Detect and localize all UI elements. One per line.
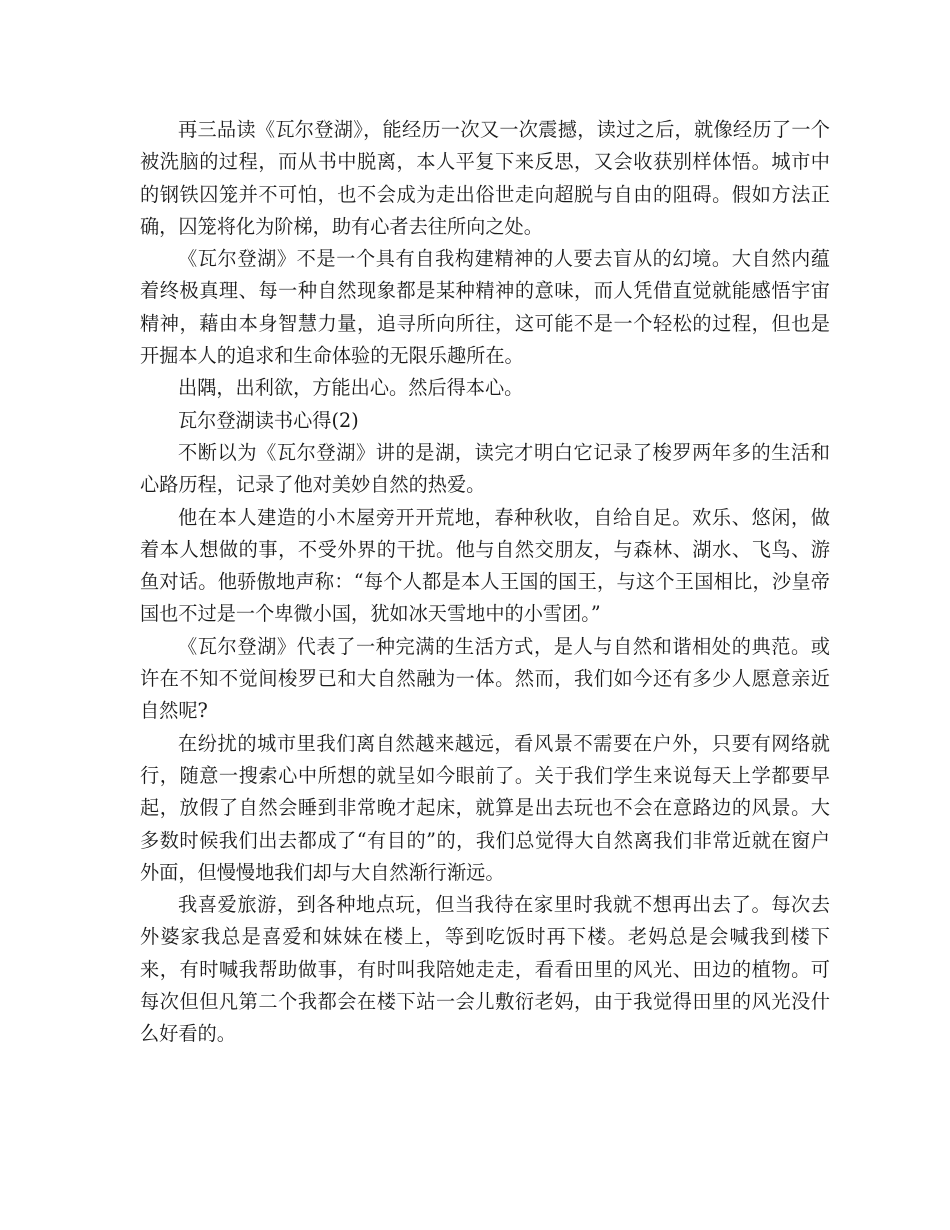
paragraph: 在纷扰的城市里我们离自然越来越远，看风景不需要在户外，只要有网络就行，随意一搜索心中所想的就呈如今眼前了。关于我们学生来说每天上学都要早起，放假了自然会睡到非常晚才起床，就算是出去玩也不会在意路边的风景。大多数时候我们出去都成了“有目的”的，我们总觉得大自然离我们非常近就在窗户外面，但慢慢地我们却与大自然渐行渐远。 xyxy=(140,731,830,884)
paragraph: 《瓦尔登湖》不是一个具有自我构建精神的人要去盲从的幻境。大自然内蕴着终极真理、每一种自然现象都是某种精神的意味，而人凭借直觉就能感悟宇宙精神，藉由本身智慧力量，追寻所向所往，这可能不是一个轻松的过程，但也是开掘本人的追求和生命体验的无限乐趣所在。 xyxy=(140,247,830,368)
paragraph: 再三品读《瓦尔登湖》，能经历一次又一次震撼，读过之后，就像经历了一个被洗脑的过程，而从书中脱离，本人平复下来反思，又会收获别样体悟。城市中的钢铁囚笼并不可怕，也不会成为走出俗世走向超脱与自由的阻碍。假如方法正确，囚笼将化为阶梯，助有心者去往所向之处。 xyxy=(140,118,830,238)
paragraph: 我喜爱旅游，到各种地点玩，但当我待在家里时我就不想再出去了。每次去外婆家我总是喜爱和妹妹在楼上，等到吃饭时再下楼。老妈总是会喊我到楼下来，有时喊我帮助做事，有时叫我陪她走走，看看田里的风光、田边的植物。可每次但但凡第二个我都会在楼下站一会儿敷衍老妈，由于我觉得田里的风光没什么好看的。 xyxy=(140,893,830,1046)
document-body xyxy=(140,114,830,1051)
paragraph: 《瓦尔登湖》代表了一种完满的生活方式，是人与自然和谐相处的典范。或许在不知不觉间梭罗已和大自然融为一体。然而，我们如今还有多少人愿意亲近自然呢? xyxy=(140,634,830,723)
paragraph: 他在本人建造的小木屋旁开开荒地，春种秋收，自给自足。欢乐、悠闲，做着本人想做的事，不受外界的干扰。他与自然交朋友，与森林、湖水、飞鸟、游鱼对话。他骄傲地声称：“每个人都是本人王国的国王，与这个王国相比，沙皇帝国也不过是一个卑微小国，犹如冰天雪地中的小雪团。” xyxy=(140,505,830,626)
paragraph: 出隅，出利欲，方能出心。然后得本心。 xyxy=(178,376,524,400)
section-heading: 瓦尔登湖读书心得(2) xyxy=(178,408,359,432)
paragraph: 不断以为《瓦尔登湖》讲的是湖，读完才明白它记录了梭罗两年多的生活和心路历程，记录了他对美妙自然的热爱。 xyxy=(140,440,830,497)
